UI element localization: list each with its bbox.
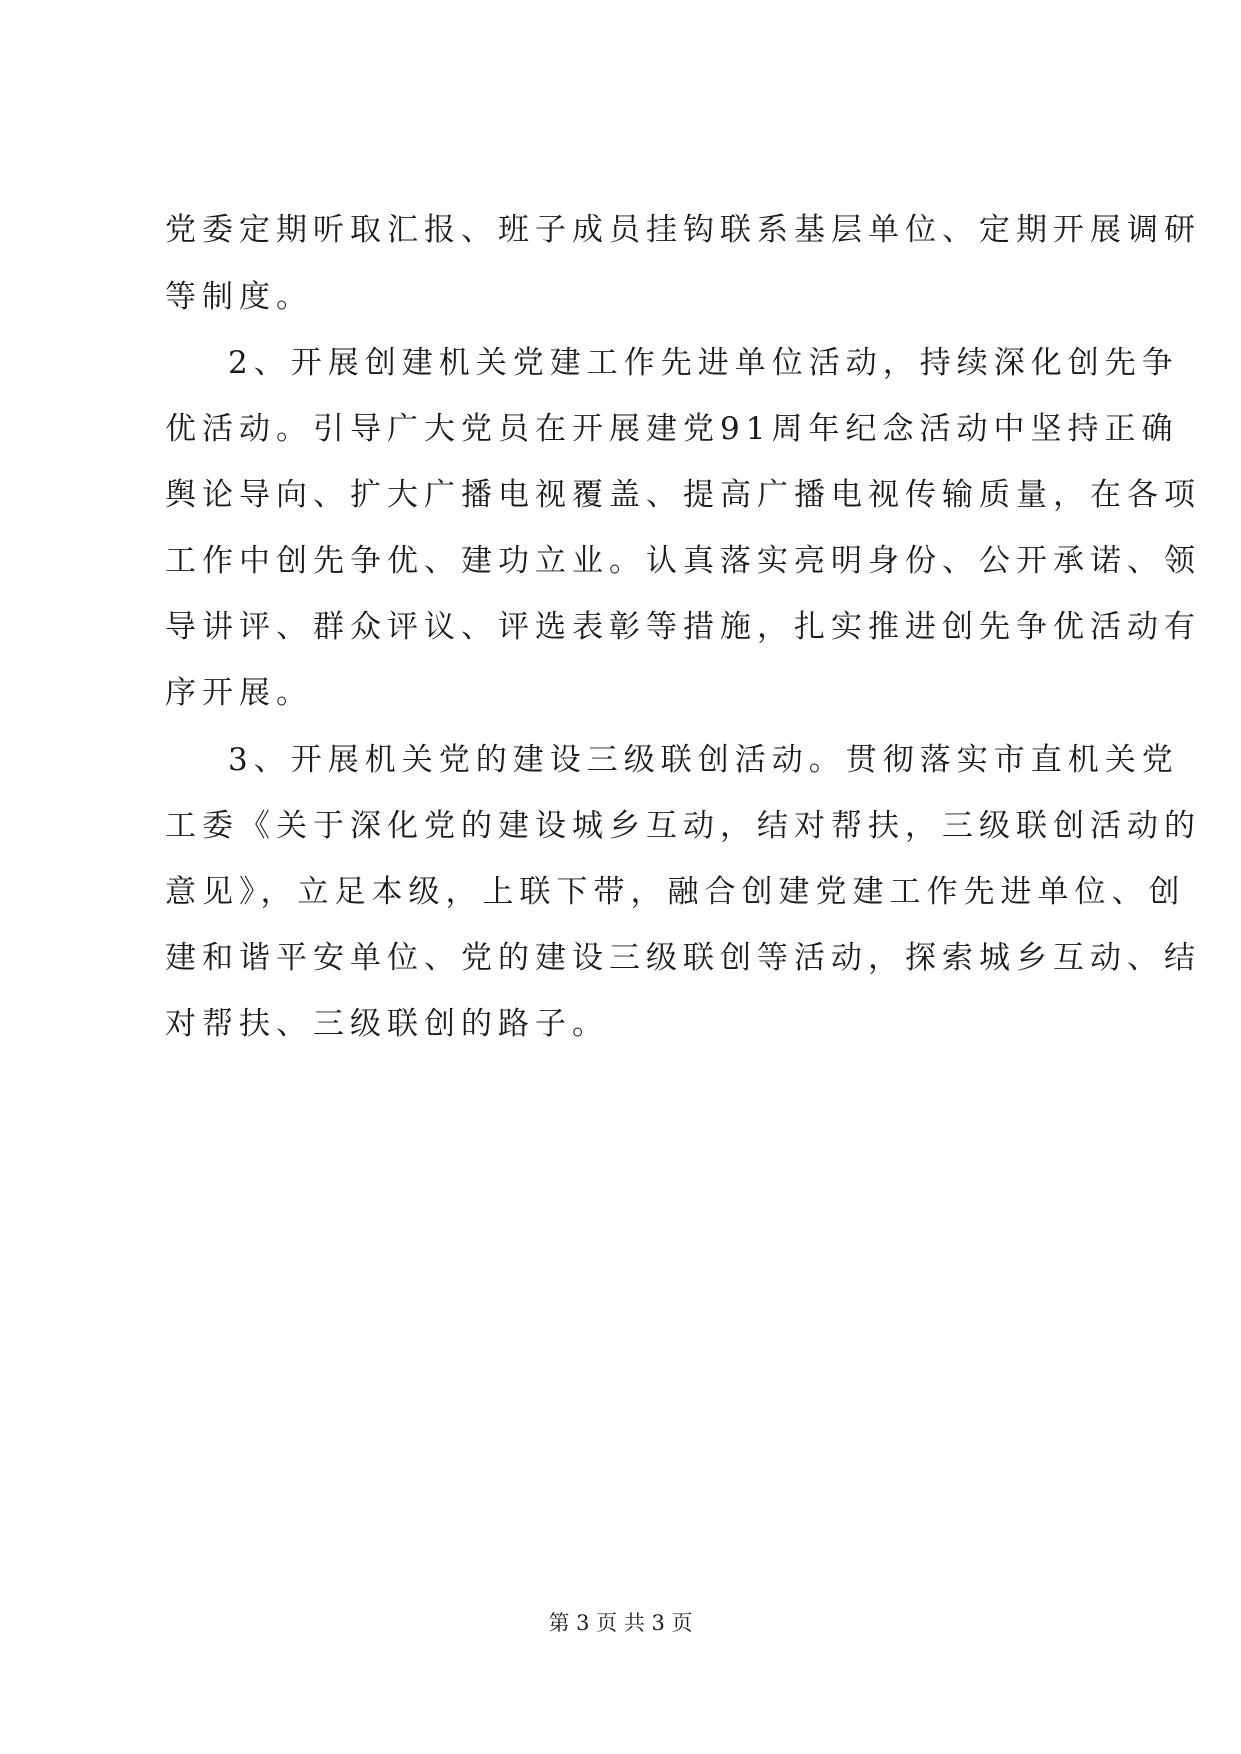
text-line: 工委《关于深化党的建设城乡互动，结对帮扶，三级联创活动的 [165,808,1201,844]
text-line: 意见》，立足本级，上联下带，融合创建党建工作先进单位、创 [165,874,1186,910]
page-footer: 第 3 页 共 3 页 [548,1611,693,1635]
text-line: 导讲评、群众评议、评选表彰等措施，扎实推进创先争优活动有 [165,609,1201,645]
text-line: 建和谐平安单位、党的建设三级联创等活动，探索城乡互动、结 [165,940,1201,976]
text-line: 优活动。引导广大党员在开展建党91周年纪念活动中坚持正确 [165,411,1179,447]
text-line: 党委定期听取汇报、班子成员挂钩联系基层单位、定期开展调研 [165,212,1201,248]
text-line: 序开展。 [165,675,313,711]
text-line: 3、开展机关党的建设三级联创活动。贯彻落实市直机关党 [228,742,1179,778]
text-line: 等制度。 [165,279,313,315]
text-line: 2、开展创建机关党建工作先进单位活动，持续深化创先争 [228,345,1179,381]
text-line: 对帮扶、三级联创的路子。 [165,1006,609,1042]
text-line: 工作中创先争优、建功立业。认真落实亮明身份、公开承诺、领 [165,543,1201,579]
text-line: 舆论导向、扩大广播电视覆盖、提高广播电视传输质量，在各项 [165,477,1201,513]
